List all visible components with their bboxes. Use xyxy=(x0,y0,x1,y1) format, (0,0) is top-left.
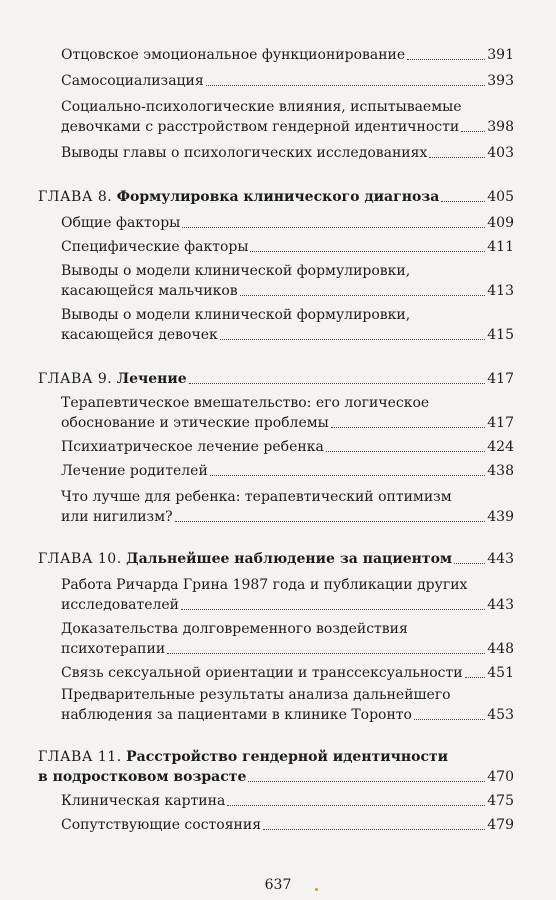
toc-entry[interactable] xyxy=(61,280,514,302)
chapter-title: Лечение xyxy=(116,371,187,387)
entry-title-line1: Терапевтическое вмешательство: его логическое xyxy=(61,395,430,411)
entry-title: психотерапии xyxy=(61,641,166,657)
dot-leader xyxy=(461,131,485,132)
page-number: 470 xyxy=(487,769,514,785)
dot-leader xyxy=(240,295,486,296)
page-number: 403 xyxy=(487,145,514,161)
toc-entry[interactable] xyxy=(61,412,514,434)
entry-title: Психиатрическое лечение ребенка xyxy=(61,439,324,455)
dot-leader xyxy=(182,227,485,228)
entry-title: наблюдения за пациентами в клинике Торонто xyxy=(61,707,412,723)
print-mark xyxy=(315,888,318,891)
page-number: 413 xyxy=(487,283,514,299)
dot-leader xyxy=(454,563,485,564)
dot-leader xyxy=(175,521,486,522)
entry-title: Общие факторы xyxy=(61,215,181,231)
chapter-prefix: ГЛАВА 11. xyxy=(38,749,122,765)
dot-leader xyxy=(263,829,485,830)
page-number: 398 xyxy=(487,119,514,135)
dot-leader xyxy=(331,427,485,428)
page-number: 409 xyxy=(487,215,514,231)
page-number: 411 xyxy=(487,239,514,255)
toc-entry[interactable] xyxy=(61,142,514,164)
toc-entry[interactable] xyxy=(61,594,514,616)
toc-entry[interactable] xyxy=(61,662,514,684)
toc-entry[interactable] xyxy=(61,212,514,234)
chapter-heading[interactable] xyxy=(38,368,514,390)
dot-leader xyxy=(414,719,485,720)
dot-leader xyxy=(250,251,485,252)
page-number: 391 xyxy=(487,47,514,63)
entry-title: Связь сексуальной ориентации и транссексуальности xyxy=(61,665,463,681)
entry-title: исследователей xyxy=(61,597,180,613)
entry-title-line1: Что лучше для ребенка: терапевтический оптимизм xyxy=(61,489,452,505)
toc-entry[interactable] xyxy=(61,44,514,66)
chapter-heading[interactable] xyxy=(38,548,514,570)
toc-entry[interactable] xyxy=(61,324,514,346)
page-number: 417 xyxy=(487,415,514,431)
footer-page-number: 637 xyxy=(264,877,292,893)
toc-entry[interactable] xyxy=(61,70,514,92)
entry-title-line1: Доказательства долговременного воздействия xyxy=(61,621,408,637)
toc-entry[interactable] xyxy=(61,116,514,138)
page-number: 479 xyxy=(487,817,514,833)
toc-entry[interactable] xyxy=(61,436,514,458)
dot-leader xyxy=(248,781,485,782)
chapter-title: в подростковом возрасте xyxy=(38,769,247,785)
toc-entry[interactable] xyxy=(61,814,514,836)
toc-entry[interactable] xyxy=(61,790,514,812)
dot-leader xyxy=(167,653,485,654)
chapter-prefix: ГЛАВА 9. xyxy=(38,371,113,387)
dot-leader xyxy=(441,201,485,202)
entry-title-line1: Предварительные результаты анализа дальнейшего xyxy=(61,687,451,703)
page-number: 448 xyxy=(487,641,514,657)
dot-leader xyxy=(189,383,486,384)
entry-title: Лечение родителей xyxy=(61,463,208,479)
dot-leader xyxy=(206,85,486,86)
page-number: 393 xyxy=(487,73,514,89)
dot-leader xyxy=(181,609,485,610)
dot-leader xyxy=(429,157,485,158)
page-number: 451 xyxy=(487,665,514,681)
entry-title: обоснование и этические проблемы xyxy=(61,415,329,431)
page-number: 415 xyxy=(487,327,514,343)
toc-entry[interactable] xyxy=(61,638,514,660)
entry-title: Клиническая картина xyxy=(61,793,226,809)
page-number: 438 xyxy=(487,463,514,479)
dot-leader xyxy=(465,677,486,678)
chapter-title: Формулировка клинического диагноза xyxy=(116,189,440,205)
entry-title: девочками с расстройством гендерной идентичности xyxy=(61,119,460,135)
chapter-heading-line1 xyxy=(38,746,448,768)
toc-entry[interactable] xyxy=(61,236,514,258)
chapter-prefix: ГЛАВА 10. xyxy=(38,551,122,567)
entry-title: Сопутствующие состояния xyxy=(61,817,262,833)
dot-leader xyxy=(220,339,486,340)
entry-title: Выводы главы о психологических исследованиях xyxy=(61,145,428,161)
toc-entry[interactable] xyxy=(61,704,514,726)
page-number: 439 xyxy=(487,509,514,525)
entry-title: касающейся девочек xyxy=(61,327,218,343)
entry-title: Специфические факторы xyxy=(61,239,249,255)
page-number: 453 xyxy=(487,707,514,723)
entry-title: Самосоциализация xyxy=(61,73,204,89)
chapter-heading[interactable] xyxy=(38,186,514,208)
dot-leader xyxy=(227,805,485,806)
dot-leader xyxy=(407,59,485,60)
toc-entry[interactable] xyxy=(61,460,514,482)
chapter-prefix: ГЛАВА 8. xyxy=(38,189,113,205)
entry-title-line1: Работа Ричарда Грина 1987 года и публикации других xyxy=(61,577,468,593)
toc-entry[interactable] xyxy=(61,506,514,528)
chapter-title-line1: Расстройство гендерной идентичности xyxy=(126,749,449,765)
entry-title-line1: Социально-психологические влияния, испытываемые xyxy=(61,99,462,115)
page-number: 424 xyxy=(487,439,514,455)
chapter-heading[interactable] xyxy=(38,766,514,788)
page-number: 417 xyxy=(487,371,514,387)
page-number: 405 xyxy=(487,189,514,205)
page-number: 475 xyxy=(487,793,514,809)
page-number: 443 xyxy=(487,551,514,567)
page-number: 443 xyxy=(487,597,514,613)
entry-title-line1: Выводы о модели клинической формулировки, xyxy=(61,263,411,279)
chapter-title: Дальнейшее наблюдение за пациентом xyxy=(126,551,453,567)
entry-title: или нигилизм? xyxy=(61,509,173,525)
dot-leader xyxy=(210,475,485,476)
dot-leader xyxy=(326,451,485,452)
entry-title-line1: Выводы о модели клинической формулировки, xyxy=(61,307,411,323)
entry-title: Отцовское эмоциональное функционирование xyxy=(61,47,406,63)
entry-title: касающейся мальчиков xyxy=(61,283,238,299)
